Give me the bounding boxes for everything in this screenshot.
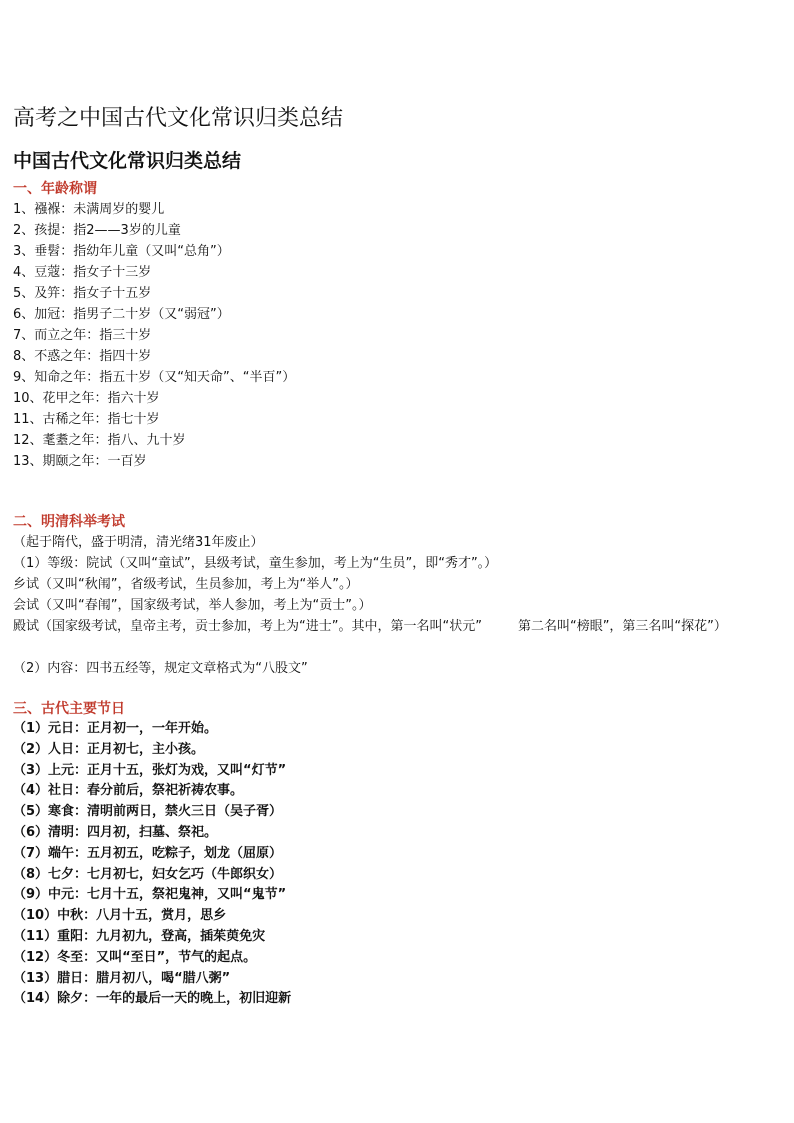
- exam-content: （2）内容：四书五经等，规定文章格式为“八股文”: [13, 661, 308, 676]
- exam-origin: （起于隋代，盛于明清，清光绪31年废止）: [13, 535, 264, 550]
- list-item: 11、古稀之年：指七十岁: [13, 412, 160, 427]
- list-item: 9、知命之年：指五十岁（又“知天命”、“半百”）: [13, 370, 296, 385]
- list-item: （13）腊日：腊月初八，喝“腊八粥”: [13, 970, 231, 986]
- document-subtitle: 中国古代文化常识归类总结: [13, 150, 242, 172]
- list-item: 12、耄耋之年：指八、九十岁: [13, 433, 186, 448]
- exam-level-province: 乡试（又叫“秋闱”，省级考试，生员参加，考上为“举人”。）: [13, 577, 359, 592]
- list-item: （10）中秋：八月十五，赏月，思乡: [13, 908, 227, 924]
- section-age-titles: [13, 180, 766, 472]
- blank-line: [13, 637, 766, 658]
- list-item: （11）重阳：九月初九，登高，插茱萸免灾: [13, 928, 266, 944]
- list-item: 13、期颐之年：一百岁: [13, 454, 147, 469]
- list-item: （9）中元：七月十五，祭祀鬼神，又叫“鬼节”: [13, 887, 287, 903]
- list-item: 8、不惑之年：指四十岁: [13, 349, 152, 364]
- list-item: （7）端午：五月初五，吃粽子，划龙（屈原）: [13, 845, 283, 861]
- exam-palace-part1: 殿试（国家级考试，皇帝主考，贡士参加，考上为“进士”。其中，第一名叫“状元”: [13, 619, 482, 634]
- list-item: 2、孩提：指2——3岁的儿童: [13, 223, 181, 238]
- document-title: 高考之中国古代文化常识归类总结: [13, 106, 344, 131]
- list-item: 3、垂髫：指幼年儿童（又叫“总角”）: [13, 244, 230, 259]
- list-item: （1）元日：正月初一，一年开始。: [13, 721, 218, 736]
- list-item: （2）人日：正月初七，主小孩。: [13, 741, 205, 757]
- list-item: （5）寒食：清明前两日，禁火三日（吴子胥）: [13, 804, 283, 820]
- list-item: 7、而立之年：指三十岁: [13, 328, 152, 343]
- section-heading-age: 一、年龄称谓: [13, 181, 97, 197]
- list-item: （8）七夕：七月初七，妇女乞巧（牛郎织女）: [13, 866, 283, 882]
- section-festivals: [13, 700, 766, 1010]
- exam-level-county: （1）等级：院试（又叫“童试”，县级考试，童生参加，考上为“生员”，即“秀才”。）: [13, 556, 498, 571]
- list-item: （6）清明：四月初，扫墓、祭祀。: [13, 824, 218, 840]
- list-item: 4、豆蔻：指女子十三岁: [13, 265, 152, 280]
- list-item: 5、及笄：指女子十五岁: [13, 286, 152, 301]
- section-heading-festivals: 三、古代主要节日: [13, 701, 125, 717]
- list-item: （14）除夕：一年的最后一天的晚上，初旧迎新: [13, 991, 292, 1007]
- list-item: （4）社日：春分前后，祭祀祈祷农事。: [13, 783, 244, 799]
- list-item: 6、加冠：指男子二十岁（又“弱冠”）: [13, 307, 230, 322]
- list-item: （3）上元：正月十五，张灯为戏，又叫“灯节”: [13, 762, 287, 778]
- section-heading-exam: 二、明清科举考试: [13, 514, 125, 530]
- exam-palace-part2: 第二名叫“榜眼”，第三名叫“探花”）: [517, 619, 727, 634]
- section-imperial-exam: [13, 513, 766, 679]
- exam-level-national: 会试（又叫“春闱”，国家级考试，举人参加，考上为“贡士”。）: [13, 598, 372, 613]
- list-item: 10、花甲之年：指六十岁: [13, 391, 160, 406]
- list-item: （12）冬至：又叫“至日”，节气的起点。: [13, 949, 257, 965]
- exam-level-palace: [13, 616, 766, 637]
- list-item: 1、襁褓：未满周岁的婴儿: [13, 202, 165, 217]
